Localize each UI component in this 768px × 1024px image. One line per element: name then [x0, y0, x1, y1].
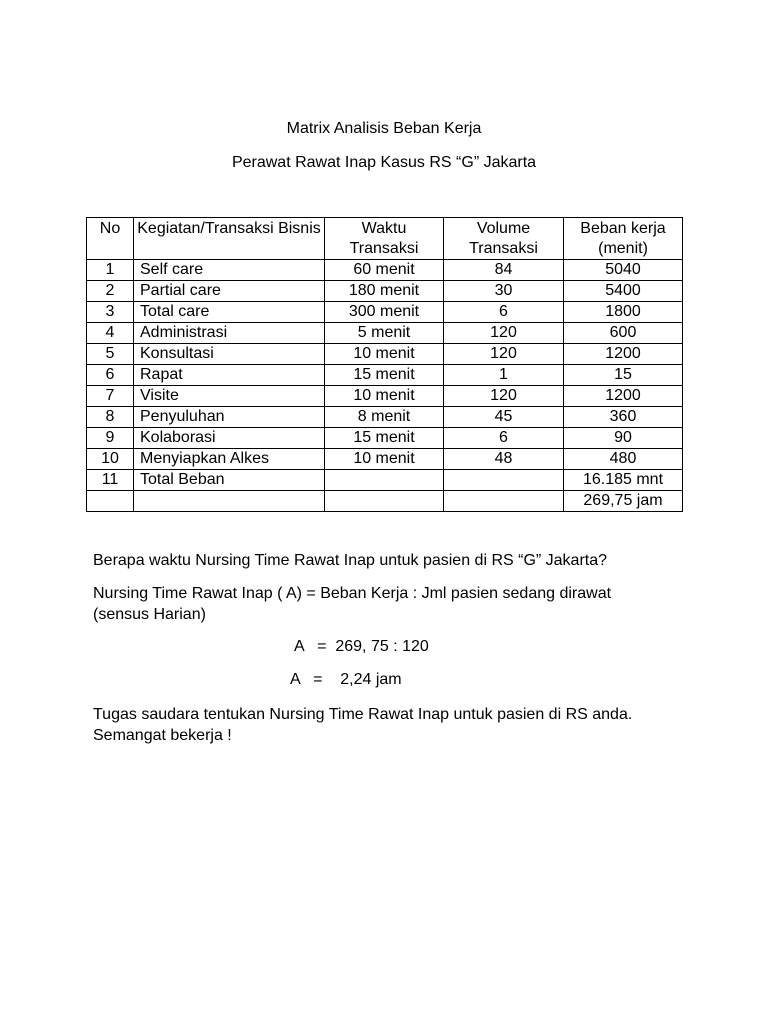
- cell-workload: 1200: [564, 386, 683, 407]
- table-row: [87, 449, 683, 470]
- table-row: [87, 428, 683, 449]
- workload-matrix-table: [86, 217, 683, 512]
- cell-no: 2: [87, 281, 134, 302]
- cell-workload-total-hours: 269,75 jam: [564, 491, 683, 512]
- cell-no: 6: [87, 365, 134, 386]
- cell-volume: 6: [444, 428, 564, 449]
- task-text-line-2: Semangat bekerja !: [93, 727, 232, 744]
- cell-time: [325, 470, 444, 491]
- task-text-line-1: Tugas saudara tentukan Nursing Time Rawat Inap untuk pasien di RS anda.: [93, 706, 633, 723]
- header-activity: Kegiatan/Transaksi Bisnis: [134, 218, 325, 260]
- cell-time: 15 menit: [325, 365, 444, 386]
- cell-time: 60 menit: [325, 260, 444, 281]
- cell-workload: 90: [564, 428, 683, 449]
- cell-time: 10 menit: [325, 344, 444, 365]
- cell-no: 10: [87, 449, 134, 470]
- equation-2: A = 2,24 jam: [290, 671, 402, 688]
- question-text: Berapa waktu Nursing Time Rawat Inap untuk pasien di RS “G” Jakarta?: [93, 552, 608, 569]
- cell-workload: 600: [564, 323, 683, 344]
- cell-time: 5 menit: [325, 323, 444, 344]
- cell-activity: Penyuluhan: [134, 407, 325, 428]
- cell-workload-total-minutes: 16.185 mnt: [564, 470, 683, 491]
- table-row: [87, 323, 683, 344]
- cell-no: 11: [87, 470, 134, 491]
- cell-workload: 5040: [564, 260, 683, 281]
- cell-no: 8: [87, 407, 134, 428]
- cell-no: [87, 491, 134, 512]
- cell-activity: [134, 491, 325, 512]
- cell-time: 300 menit: [325, 302, 444, 323]
- cell-workload: 5400: [564, 281, 683, 302]
- table-row: [87, 407, 683, 428]
- cell-activity: Rapat: [134, 365, 325, 386]
- table-header-row: [87, 218, 683, 260]
- table-row: [87, 260, 683, 281]
- cell-time: 10 menit: [325, 449, 444, 470]
- cell-activity: Konsultasi: [134, 344, 325, 365]
- cell-no: 7: [87, 386, 134, 407]
- equation-1: A = 269, 75 : 120: [294, 638, 429, 655]
- cell-volume: 45: [444, 407, 564, 428]
- header-workload: Beban kerja (menit): [564, 218, 683, 260]
- cell-workload: 480: [564, 449, 683, 470]
- table-row-total: [87, 470, 683, 491]
- cell-no: 5: [87, 344, 134, 365]
- header-volume: Volume Transaksi: [444, 218, 564, 260]
- cell-time: 10 menit: [325, 386, 444, 407]
- cell-activity: Visite: [134, 386, 325, 407]
- cell-no: 3: [87, 302, 134, 323]
- cell-volume: [444, 491, 564, 512]
- cell-workload: 360: [564, 407, 683, 428]
- cell-workload: 1200: [564, 344, 683, 365]
- cell-workload: 1800: [564, 302, 683, 323]
- cell-no: 9: [87, 428, 134, 449]
- document-subtitle: Perawat Rawat Inap Kasus RS “G” Jakarta: [231, 154, 537, 171]
- cell-activity: Partial care: [134, 281, 325, 302]
- cell-volume: 120: [444, 344, 564, 365]
- formula-line-2: (sensus Harian): [93, 606, 206, 623]
- table-row: [87, 302, 683, 323]
- cell-volume: [444, 470, 564, 491]
- document-title: Matrix Analisis Beban Kerja: [286, 120, 482, 137]
- table-row: [87, 365, 683, 386]
- cell-time: 15 menit: [325, 428, 444, 449]
- cell-time: [325, 491, 444, 512]
- cell-volume: 120: [444, 386, 564, 407]
- cell-activity: Total Beban: [134, 470, 325, 491]
- cell-volume: 1: [444, 365, 564, 386]
- cell-volume: 48: [444, 449, 564, 470]
- cell-volume: 120: [444, 323, 564, 344]
- cell-volume: 30: [444, 281, 564, 302]
- cell-activity: Menyiapkan Alkes: [134, 449, 325, 470]
- table-row: [87, 281, 683, 302]
- cell-activity: Administrasi: [134, 323, 325, 344]
- cell-activity: Total care: [134, 302, 325, 323]
- cell-time: 180 menit: [325, 281, 444, 302]
- table-row-total-hours: [87, 491, 683, 512]
- header-no: No: [87, 218, 134, 260]
- table-row: [87, 344, 683, 365]
- cell-volume: 84: [444, 260, 564, 281]
- cell-workload: 15: [564, 365, 683, 386]
- cell-no: 4: [87, 323, 134, 344]
- cell-activity: Self care: [134, 260, 325, 281]
- header-time: Waktu Transaksi: [325, 218, 444, 260]
- table-row: [87, 386, 683, 407]
- cell-activity: Kolaborasi: [134, 428, 325, 449]
- cell-time: 8 menit: [325, 407, 444, 428]
- cell-no: 1: [87, 260, 134, 281]
- formula-line-1: Nursing Time Rawat Inap ( A) = Beban Kerja : Jml pasien sedang dirawat: [93, 585, 612, 602]
- cell-volume: 6: [444, 302, 564, 323]
